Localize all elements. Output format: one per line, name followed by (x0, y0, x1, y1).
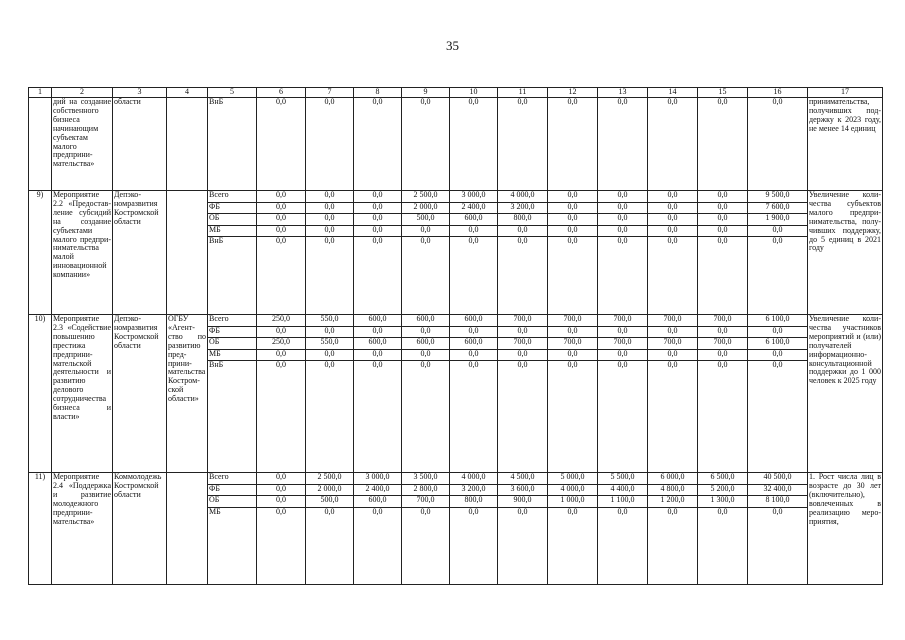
year-value-cell (648, 315, 698, 473)
funding-value: 8 100,0 (748, 496, 807, 508)
funding-source-label: ОБ (208, 338, 256, 350)
column-number-14: 14 (648, 88, 698, 98)
funding-value: 0,0 (698, 350, 747, 362)
funding-value: 0,0 (354, 350, 401, 362)
funding-value: 600,0 (450, 214, 497, 226)
funding-value: 2 500,0 (402, 191, 449, 203)
participant (167, 191, 208, 315)
funding-value: 0,0 (667, 506, 678, 516)
funding-value: 0,0 (372, 360, 383, 369)
funding-source-label: Всего (208, 315, 256, 327)
funding-value: 2 000,0 (306, 485, 353, 497)
funding-value: 0,0 (717, 97, 728, 106)
year-value-cell (306, 315, 354, 473)
funding-value: 0,0 (498, 327, 547, 339)
funding-value: 0,0 (354, 203, 401, 215)
year-value-cell (548, 473, 598, 585)
year-value-cell (257, 191, 306, 315)
funding-source-cell (208, 315, 257, 473)
measure-name: Мероприятие 2.3 «Содействие повышению престижа предпринимательской деятельности и развитию делового сотрудничества бизнеса и власти» (52, 315, 113, 473)
funding-value: 0,0 (372, 506, 383, 516)
funding-source-label: Всего (208, 473, 256, 485)
funding-value: 0,0 (420, 97, 431, 106)
funding-value: 800,0 (498, 214, 547, 226)
funding-value: 0,0 (567, 97, 578, 106)
funding-value: 4 800,0 (648, 485, 697, 497)
funding-value: 1 300,0 (698, 496, 747, 508)
year-value-cell (402, 473, 450, 585)
program-table (28, 87, 883, 585)
funding-value: 0,0 (306, 203, 353, 215)
funding-value: 0,0 (468, 236, 479, 245)
funding-value: 1 200,0 (648, 496, 697, 508)
funding-value: 0,0 (772, 506, 783, 516)
funding-value: 0,0 (517, 97, 528, 106)
funding-value: 3 500,0 (402, 473, 449, 485)
funding-value: 0,0 (324, 236, 335, 245)
funding-value: 0,0 (354, 327, 401, 339)
funding-value: 600,0 (402, 315, 449, 327)
funding-value: 2 400,0 (354, 485, 401, 497)
year-value-cell (648, 191, 698, 315)
funding-value: 0,0 (257, 226, 305, 238)
funding-value: 600,0 (450, 315, 497, 327)
year-value-cell (598, 191, 648, 315)
measure-name: дий на создание собственного бизнеса начинающим субъектам малого предпринимательства» (52, 98, 113, 191)
funding-value: 0,0 (257, 496, 305, 508)
funding-value: 0,0 (450, 327, 497, 339)
funding-value: 0,0 (257, 191, 305, 203)
year-value-cell (257, 473, 306, 585)
column-number-7: 7 (306, 88, 354, 98)
funding-value: 0,0 (567, 360, 578, 369)
year-value-cell (498, 473, 548, 585)
year-value-cell (354, 315, 402, 473)
year-value-cell (306, 98, 354, 191)
funding-value: 0,0 (450, 226, 497, 238)
funding-value: 2 800,0 (402, 485, 449, 497)
funding-value: 600,0 (402, 338, 449, 350)
funding-source-label: ОБ (208, 496, 256, 508)
funding-value: 700,0 (498, 338, 547, 350)
funding-value: 0,0 (548, 203, 597, 215)
funding-value: 900,0 (498, 496, 547, 508)
responsible-executor: области (113, 98, 167, 191)
year-value-cell (498, 191, 548, 315)
funding-value: 2 500,0 (306, 473, 353, 485)
year-value-cell (450, 98, 498, 191)
funding-value: 600,0 (450, 338, 497, 350)
year-value-cell (648, 98, 698, 191)
year-value-cell (548, 191, 598, 315)
funding-value: 5 200,0 (698, 485, 747, 497)
funding-value: 0,0 (548, 191, 597, 203)
funding-source-label: МБ (209, 506, 221, 516)
funding-value: 0,0 (372, 97, 383, 106)
funding-value: 0,0 (667, 97, 678, 106)
funding-value: 550,0 (306, 338, 353, 350)
funding-source-label: ВнБ (209, 360, 224, 369)
funding-value: 0,0 (717, 360, 728, 369)
funding-value: 0,0 (548, 327, 597, 339)
funding-value: 500,0 (402, 214, 449, 226)
table-row (29, 98, 883, 191)
funding-value: 2 400,0 (450, 203, 497, 215)
row-number (29, 98, 52, 191)
funding-value: 0,0 (748, 350, 807, 362)
funding-source-label: ОБ (208, 214, 256, 226)
funding-value: 0,0 (698, 203, 747, 215)
year-value-cell (498, 98, 548, 191)
funding-value: 9 500,0 (748, 191, 807, 203)
funding-source-label: МБ (208, 226, 256, 238)
funding-value: 0,0 (548, 226, 597, 238)
funding-value: 0,0 (617, 236, 628, 245)
funding-source-label: ФБ (208, 327, 256, 339)
funding-value: 0,0 (648, 214, 697, 226)
funding-value: 700,0 (648, 315, 697, 327)
funding-value: 4 500,0 (498, 473, 547, 485)
expected-result: принимательства, получивших поддержку к 2023 году, не менее 14 единиц (808, 98, 883, 191)
funding-value: 0,0 (468, 97, 479, 106)
year-value-cell (354, 473, 402, 585)
funding-value: 4 400,0 (598, 485, 647, 497)
funding-value: 0,0 (598, 191, 647, 203)
column-number-6: 6 (257, 88, 306, 98)
funding-value: 0,0 (648, 203, 697, 215)
funding-value: 0,0 (648, 350, 697, 362)
funding-source-label: ВнБ (209, 97, 224, 106)
funding-source-label: МБ (208, 350, 256, 362)
funding-value: 1 000,0 (548, 496, 597, 508)
funding-value: 0,0 (698, 226, 747, 238)
funding-value: 0,0 (598, 214, 647, 226)
year-value-cell (402, 315, 450, 473)
participant (167, 473, 208, 585)
funding-value: 0,0 (567, 506, 578, 516)
funding-value: 0,0 (420, 506, 431, 516)
funding-value: 700,0 (598, 315, 647, 327)
funding-value: 0,0 (402, 226, 449, 238)
funding-value: 0,0 (276, 97, 286, 106)
funding-value: 0,0 (324, 506, 335, 516)
funding-value: 700,0 (498, 315, 547, 327)
funding-value: 600,0 (354, 338, 401, 350)
funding-value: 0,0 (617, 506, 628, 516)
funding-value: 6 100,0 (748, 338, 807, 350)
funding-value: 0,0 (667, 236, 678, 245)
column-number-2: 2 (52, 88, 113, 98)
funding-value: 0,0 (257, 327, 305, 339)
funding-value: 3 000,0 (354, 473, 401, 485)
funding-source-label: ФБ (208, 485, 256, 497)
funding-value: 5 000,0 (548, 473, 597, 485)
funding-value: 0,0 (257, 473, 305, 485)
table-row (29, 473, 883, 585)
funding-source-label: ФБ (208, 203, 256, 215)
funding-value: 0,0 (276, 236, 286, 245)
funding-value: 0,0 (617, 360, 628, 369)
responsible-executor: Депэкономразвития Костромской области (113, 315, 167, 473)
funding-source-label: Всего (208, 191, 256, 203)
responsible-executor: Коммолодежь Костромской области (113, 473, 167, 585)
year-value-cell (548, 315, 598, 473)
funding-value: 1 900,0 (748, 214, 807, 226)
column-number-16: 16 (748, 88, 808, 98)
funding-value: 0,0 (276, 360, 286, 369)
funding-value: 0,0 (598, 226, 647, 238)
funding-value: 3 200,0 (450, 485, 497, 497)
funding-value: 0,0 (306, 327, 353, 339)
year-value-cell (748, 315, 808, 473)
measure-name: Мероприятие 2.4 «Поддержка и развитие молодежного предпринимательства» (52, 473, 113, 585)
funding-value: 0,0 (748, 327, 807, 339)
funding-value: 700,0 (698, 338, 747, 350)
funding-value: 0,0 (354, 191, 401, 203)
funding-value: 5 500,0 (598, 473, 647, 485)
year-value-cell (698, 191, 748, 315)
year-value-cell (450, 473, 498, 585)
funding-value: 800,0 (450, 496, 497, 508)
row-number: 11) (29, 473, 52, 585)
funding-value: 0,0 (257, 214, 305, 226)
year-value-cell (450, 191, 498, 315)
funding-value: 0,0 (276, 506, 286, 516)
year-value-cell (450, 315, 498, 473)
year-value-cell (306, 191, 354, 315)
funding-value: 0,0 (306, 214, 353, 226)
funding-source-cell (208, 191, 257, 315)
funding-value: 0,0 (748, 226, 807, 238)
participant (167, 98, 208, 191)
funding-value: 0,0 (667, 360, 678, 369)
funding-value: 600,0 (354, 496, 401, 508)
year-value-cell (354, 191, 402, 315)
measure-name: Мероприятие 2.2 «Предоставление субсидий на создание субъектами малого предпринимательства малой инновационной компании» (52, 191, 113, 315)
year-value-cell (257, 315, 306, 473)
year-value-cell (598, 473, 648, 585)
funding-value: 0,0 (698, 327, 747, 339)
funding-source-cell (208, 473, 257, 585)
column-number-10: 10 (450, 88, 498, 98)
year-value-cell (354, 98, 402, 191)
funding-value: 700,0 (402, 496, 449, 508)
funding-value: 550,0 (306, 315, 353, 327)
participant: ОГБУ «Агентство по развитию предпринимательства Костромской области» (167, 315, 208, 473)
funding-value: 4 000,0 (548, 485, 597, 497)
year-value-cell (498, 315, 548, 473)
column-number-1: 1 (29, 88, 52, 98)
expected-result: Увеличение количества участников мероприятий и (или) получателей информационно-консультационной поддержки до 1 000 человек к 2025 году (808, 315, 883, 473)
expected-result: 1. Рост числа лиц в возрасте до 30 лет (включительно), вовлеченных в реализацию мероприятия, (808, 473, 883, 585)
page-number: 35 (446, 38, 459, 53)
funding-value: 700,0 (648, 338, 697, 350)
column-number-12: 12 (548, 88, 598, 98)
funding-value: 0,0 (517, 360, 528, 369)
column-number-row (29, 88, 883, 98)
funding-value: 700,0 (548, 338, 597, 350)
funding-value: 3 200,0 (498, 203, 547, 215)
table-row (29, 315, 883, 473)
year-value-cell (306, 473, 354, 585)
year-value-cell (648, 473, 698, 585)
funding-value: 0,0 (468, 360, 479, 369)
year-value-cell (698, 98, 748, 191)
year-value-cell (598, 98, 648, 191)
funding-value: 0,0 (517, 506, 528, 516)
funding-value: 6 500,0 (698, 473, 747, 485)
funding-value: 0,0 (772, 236, 783, 245)
funding-value: 0,0 (772, 97, 783, 106)
funding-value: 700,0 (698, 315, 747, 327)
year-value-cell (748, 473, 808, 585)
funding-value: 0,0 (354, 226, 401, 238)
responsible-executor: Депэкономразвития Костромской области (113, 191, 167, 315)
funding-value: 0,0 (598, 350, 647, 362)
funding-value: 0,0 (468, 506, 479, 516)
funding-value: 6 000,0 (648, 473, 697, 485)
funding-value: 32 400,0 (748, 485, 807, 497)
funding-value: 0,0 (517, 236, 528, 245)
funding-value: 0,0 (402, 327, 449, 339)
column-number-4: 4 (167, 88, 208, 98)
funding-value: 0,0 (648, 327, 697, 339)
column-number-3: 3 (113, 88, 167, 98)
column-number-8: 8 (354, 88, 402, 98)
funding-value: 0,0 (772, 360, 783, 369)
funding-value: 0,0 (354, 214, 401, 226)
funding-value: 0,0 (548, 214, 597, 226)
column-number-17: 17 (808, 88, 883, 98)
funding-value: 0,0 (548, 350, 597, 362)
funding-value: 0,0 (698, 191, 747, 203)
funding-value: 250,0 (257, 315, 305, 327)
funding-value: 7 600,0 (748, 203, 807, 215)
row-number: 9) (29, 191, 52, 315)
funding-value: 0,0 (648, 226, 697, 238)
funding-value: 0,0 (306, 226, 353, 238)
funding-value: 0,0 (717, 236, 728, 245)
funding-value: 500,0 (306, 496, 353, 508)
funding-value: 0,0 (648, 191, 697, 203)
funding-value: 0,0 (420, 236, 431, 245)
funding-source-cell (208, 98, 257, 191)
funding-value: 0,0 (598, 203, 647, 215)
expected-result: Увеличение количества субъектов малого предпринимательства, получивших поддержку, до 5 единиц в 2021 году (808, 191, 883, 315)
funding-value: 2 000,0 (402, 203, 449, 215)
funding-value: 0,0 (372, 236, 383, 245)
funding-value: 0,0 (420, 360, 431, 369)
funding-value: 0,0 (306, 191, 353, 203)
funding-value: 0,0 (450, 350, 497, 362)
funding-value: 0,0 (306, 350, 353, 362)
funding-value: 3 600,0 (498, 485, 547, 497)
funding-value: 250,0 (257, 338, 305, 350)
funding-value: 4 000,0 (450, 473, 497, 485)
funding-value: 0,0 (257, 485, 305, 497)
column-number-11: 11 (498, 88, 548, 98)
year-value-cell (402, 191, 450, 315)
funding-value: 4 000,0 (498, 191, 547, 203)
funding-value: 700,0 (548, 315, 597, 327)
funding-value: 0,0 (598, 327, 647, 339)
funding-value: 0,0 (498, 226, 547, 238)
funding-value: 0,0 (257, 350, 305, 362)
funding-value: 0,0 (324, 97, 335, 106)
funding-value: 0,0 (324, 360, 335, 369)
funding-value: 700,0 (598, 338, 647, 350)
year-value-cell (257, 98, 306, 191)
table-row (29, 191, 883, 315)
year-value-cell (402, 98, 450, 191)
funding-value: 0,0 (402, 350, 449, 362)
year-value-cell (598, 315, 648, 473)
column-number-5: 5 (208, 88, 257, 98)
funding-value: 3 000,0 (450, 191, 497, 203)
funding-value: 6 100,0 (748, 315, 807, 327)
funding-value: 0,0 (698, 214, 747, 226)
funding-value: 0,0 (567, 236, 578, 245)
row-number: 10) (29, 315, 52, 473)
funding-value: 0,0 (257, 203, 305, 215)
funding-value: 1 100,0 (598, 496, 647, 508)
year-value-cell (748, 98, 808, 191)
funding-source-label: ВнБ (209, 236, 224, 245)
year-value-cell (698, 473, 748, 585)
year-value-cell (698, 315, 748, 473)
year-value-cell (548, 98, 598, 191)
funding-value: 0,0 (717, 506, 728, 516)
funding-value: 600,0 (354, 315, 401, 327)
column-number-13: 13 (598, 88, 648, 98)
funding-value: 0,0 (617, 97, 628, 106)
year-value-cell (748, 191, 808, 315)
column-number-15: 15 (698, 88, 748, 98)
column-number-9: 9 (402, 88, 450, 98)
funding-value: 0,0 (498, 350, 547, 362)
funding-value: 40 500,0 (748, 473, 807, 485)
